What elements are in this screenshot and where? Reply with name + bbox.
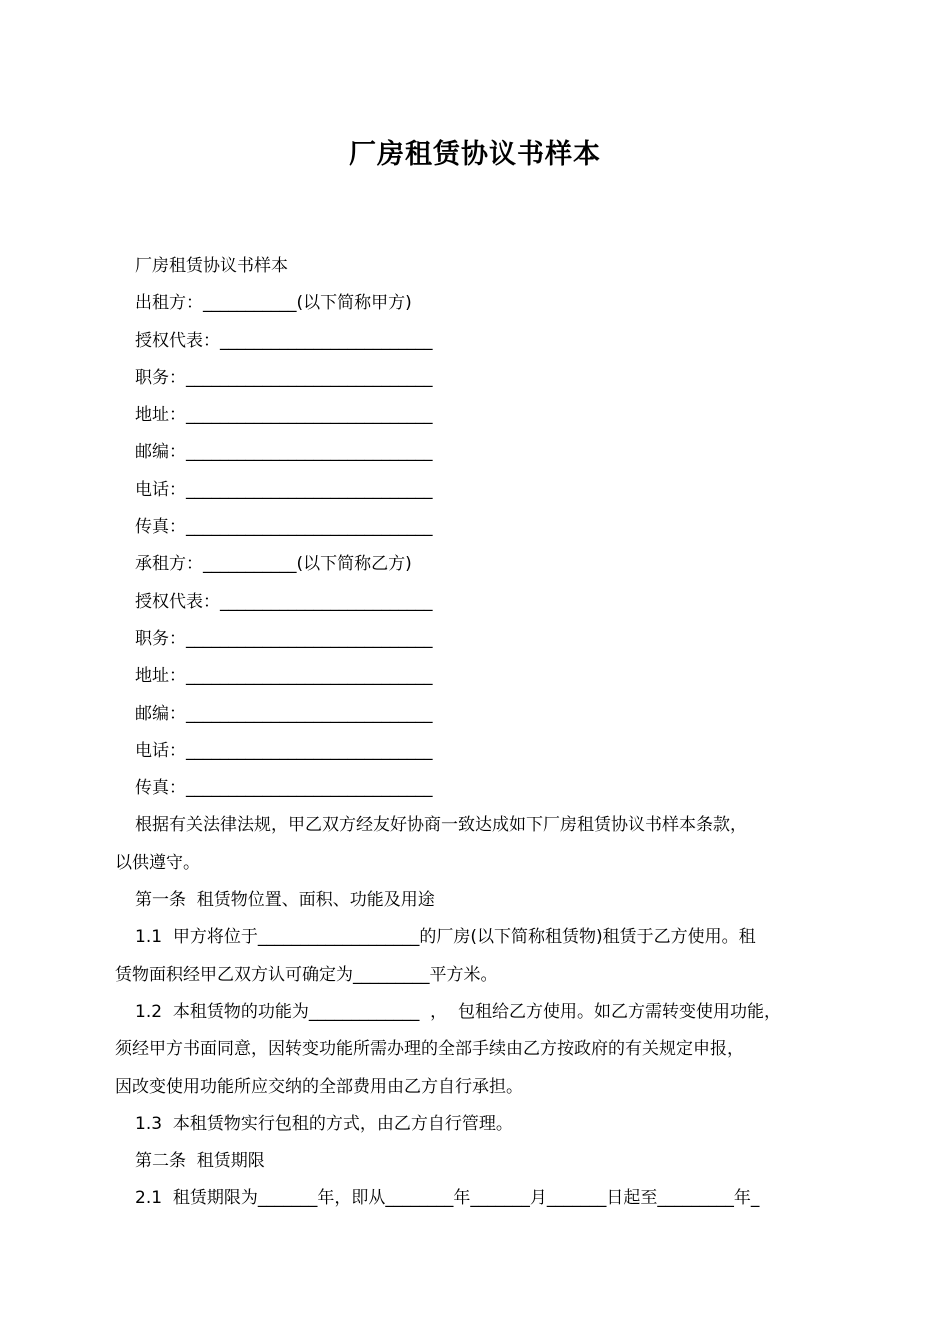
lessor-phone-field: 电话：_____________________________ (135, 479, 433, 500)
lessee-phone-field: 电话：_____________________________ (135, 740, 433, 761)
lessor-address-field: 地址：_____________________________ (135, 405, 433, 426)
clause-1-3: 1.3 本租赁物实行包租的方式，由乙方自行管理。 (135, 1113, 513, 1134)
clause-1-2-line-3: 因改变使用功能所应交纳的全部费用由乙方自行承担。 (115, 1076, 523, 1097)
lessee-field: 承租方：___________(以下简称乙方) (135, 554, 412, 575)
intro-paragraph-line-2: 以供遵守。 (115, 852, 200, 873)
subtitle-line: 厂房租赁协议书样本 (135, 256, 288, 276)
lessee-postcode-field: 邮编：_____________________________ (135, 703, 433, 724)
document-body (115, 248, 845, 1218)
clause-1-1-line-2: 赁物面积经甲乙双方认可确定为_________平方米。 (115, 964, 498, 985)
lessee-position-field: 职务：_____________________________ (135, 628, 433, 649)
clause-1-1-line-1: 1.1 甲方将位于___________________的厂房(以下简称租赁物)租赁于乙方使用。租 (135, 927, 756, 948)
lessee-fax-field: 传真：_____________________________ (135, 778, 433, 799)
article-2-heading: 第二条 租赁期限 (135, 1151, 265, 1172)
lessor-position-field: 职务：_____________________________ (135, 367, 433, 388)
lessee-address-field: 地址：_____________________________ (135, 666, 433, 687)
lessor-representative-field: 授权代表：_________________________ (135, 330, 433, 351)
article-1-heading: 第一条 租赁物位置、面积、功能及用途 (135, 890, 435, 911)
lessor-postcode-field: 邮编：_____________________________ (135, 442, 433, 463)
clause-1-2-line-1: 1.2 本租赁物的功能为_____________ ， 包租给乙方使用。如乙方需转变使用功能， (135, 1001, 781, 1022)
clause-1-2-line-2: 须经甲方书面同意，因转变功能所需办理的全部手续由乙方按政府的有关规定申报， (115, 1039, 744, 1060)
lessor-field: 出租方：___________(以下简称甲方) (135, 293, 412, 314)
intro-paragraph-line-1: 根据有关法律法规，甲乙双方经友好协商一致达成如下厂房租赁协议书样本条款， (135, 815, 747, 836)
lessor-fax-field: 传真：_____________________________ (135, 517, 433, 538)
clause-2-1: 2.1 租赁期限为_______年，即从________年_______月_______日起至_________年_ (135, 1188, 760, 1209)
lessee-representative-field: 授权代表：_________________________ (135, 591, 433, 612)
document-title: 厂房租赁协议书样本 (349, 139, 601, 170)
